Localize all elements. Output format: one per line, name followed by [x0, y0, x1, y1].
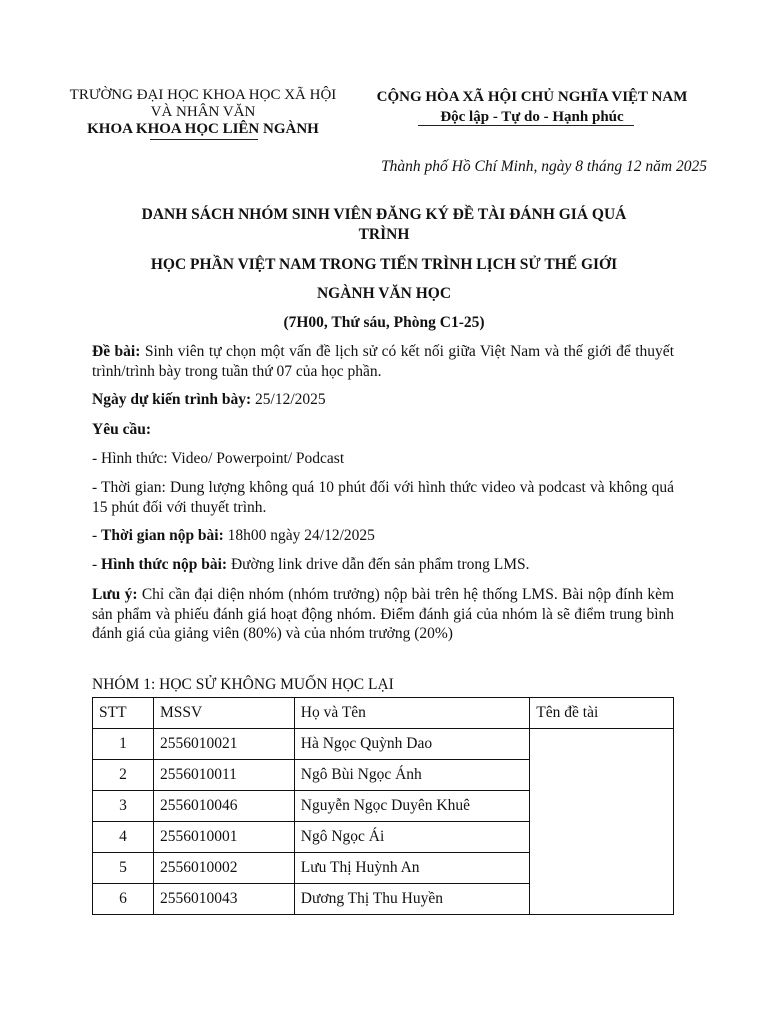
- university-name-line2: VÀ NHÂN VĂN: [150, 104, 256, 120]
- assignment-text: Sinh viên tự chọn một vấn đề lịch sử có kết nối giữa Việt Nam và thế giới để thuyết trình/trình bày trong tuần thứ 07 của học phần.: [92, 343, 674, 380]
- cell-name: Nguyễn Ngọc Duyên Khuê: [294, 791, 530, 822]
- note-text: Chỉ cần đại diện nhóm (nhóm trưởng) nộp bài trên hệ thống LMS. Bài nộp đính kèm sản phẩm và phiếu đánh giá hoạt động nhóm. Điểm đánh giá của nhóm là sẽ điểm trung bình đánh giá của giảng viên (80%) và của nhóm trưởng (20%): [92, 586, 674, 642]
- faculty-underline: [150, 139, 258, 140]
- submission-deadline-value: 18h00 ngày 24/12/2025: [223, 527, 375, 544]
- assignment-label: Đề bài:: [92, 343, 141, 360]
- table-header-row: [93, 698, 674, 729]
- column-header-mssv: MSSV: [153, 698, 294, 729]
- cell-mssv: 2556010002: [153, 853, 294, 884]
- group-title: NHÓM 1: HỌC SỬ KHÔNG MUỐN HỌC LẠI: [92, 676, 394, 693]
- course-title: HỌC PHẦN VIỆT NAM TRONG TIẾN TRÌNH LỊCH SỬ THẾ GIỚI: [150, 256, 618, 273]
- note-paragraph: [92, 585, 674, 644]
- presentation-date-value: 25/12/2025: [251, 391, 326, 408]
- presentation-date: [92, 390, 674, 410]
- submission-method: [92, 555, 674, 575]
- column-header-topic: Tên đề tài: [530, 698, 674, 729]
- submission-deadline-label: Thời gian nộp bài:: [101, 527, 224, 544]
- cell-name: Hà Ngọc Quỳnh Dao: [294, 729, 530, 760]
- cell-mssv: 2556010001: [153, 822, 294, 853]
- table-row: [93, 729, 674, 760]
- cell-mssv: 2556010021: [153, 729, 294, 760]
- requirements-label: Yêu cầu:: [92, 421, 151, 438]
- submission-deadline-prefix: -: [92, 527, 102, 544]
- cell-mssv: 2556010046: [153, 791, 294, 822]
- schedule-title: (7H00, Thứ sáu, Phòng C1-25): [283, 314, 485, 331]
- national-motto: Độc lập - Tự do - Hạnh phúc: [440, 109, 624, 125]
- cell-stt: 3: [93, 791, 154, 822]
- assignment-paragraph: [92, 342, 674, 381]
- column-header-stt: STT: [93, 698, 154, 729]
- cell-stt: 2: [93, 760, 154, 791]
- document-title-line1: DANH SÁCH NHÓM SINH VIÊN ĐĂNG KÝ ĐỀ TÀI ĐÁNH GIÁ QUÁ: [141, 206, 627, 223]
- note-label: Lưu ý:: [92, 586, 138, 603]
- cell-mssv: 2556010043: [153, 884, 294, 915]
- cell-name: Ngô Ngọc Ái: [294, 822, 530, 853]
- submission-method-value: Đường link drive dẫn đến sản phẩm trong LMS.: [227, 556, 530, 573]
- cell-name: Dương Thị Thu Huyền: [294, 884, 530, 915]
- cell-name: Lưu Thị Huỳnh An: [294, 853, 530, 884]
- submission-method-label: Hình thức nộp bài:: [101, 556, 228, 573]
- national-header: [362, 87, 702, 127]
- members-table: [92, 697, 674, 915]
- date-line: Thành phố Hồ Chí Minh, ngày 8 tháng 12 năm 2025: [381, 158, 707, 175]
- column-header-name: Họ và Tên: [294, 698, 530, 729]
- submission-method-prefix: -: [92, 556, 102, 573]
- requirement-format: - Hình thức: Video/ Powerpoint/ Podcast: [92, 450, 345, 467]
- document-title-line2: TRÌNH: [358, 226, 410, 243]
- university-name-line1: TRƯỜNG ĐẠI HỌC KHOA HỌC XÃ HỘI: [69, 87, 337, 103]
- institution-header: [58, 87, 348, 138]
- cell-stt: 6: [93, 884, 154, 915]
- presentation-date-label: Ngày dự kiến trình bày:: [92, 391, 252, 408]
- cell-stt: 4: [93, 822, 154, 853]
- motto-underline: [418, 125, 634, 126]
- cell-mssv: 2556010011: [153, 760, 294, 791]
- cell-stt: 5: [93, 853, 154, 884]
- major-title: NGÀNH VĂN HỌC: [316, 285, 452, 302]
- national-title: CỘNG HÒA XÃ HỘI CHỦ NGHĨA VIỆT NAM: [376, 89, 688, 105]
- cell-name: Ngô Bùi Ngọc Ánh: [294, 760, 530, 791]
- cell-stt: 1: [93, 729, 154, 760]
- submission-deadline: [92, 526, 674, 546]
- document-title: [92, 205, 676, 245]
- faculty-name: KHOA KHOA HỌC LIÊN NGÀNH: [87, 121, 319, 137]
- requirement-duration: - Thời gian: Dung lượng không quá 10 phút đối với hình thức video và podcast và không quá 15 phút đối với thuyết trình.: [92, 479, 674, 516]
- cell-topic: [530, 729, 674, 915]
